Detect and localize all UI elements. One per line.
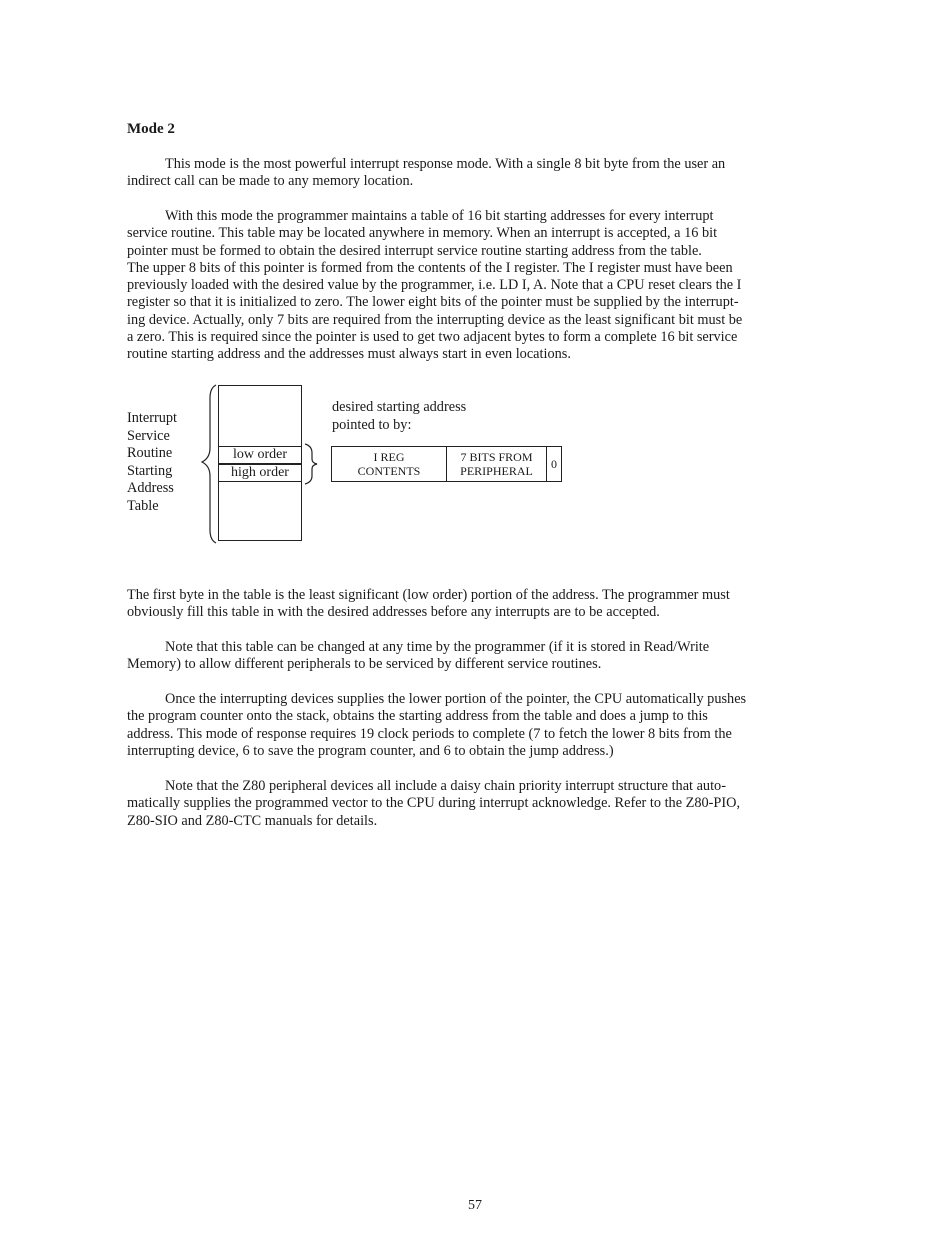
pointer-caption: [332, 399, 466, 434]
text-line: matically supplies the programmed vector to the CPU during interrupt acknowledge. Refer to the Z80-PIO,: [127, 795, 741, 812]
interrupt-table-diagram: [120, 380, 580, 555]
paragraph-response-timing: [127, 691, 817, 760]
paragraph-intro: [127, 156, 817, 191]
table-label-line: Interrupt: [127, 410, 178, 426]
text-line: Note that the Z80 peripheral devices all include a daisy chain priority interrupt structure that auto-: [165, 778, 726, 794]
low-order-cell: low order: [218, 446, 302, 464]
table-label-line: Service: [127, 427, 170, 444]
zero-bit: 0: [551, 457, 557, 471]
text-line: ing device. Actually, only 7 bits are required from the interrupting device as the least significant bit must be: [127, 311, 743, 328]
text-line: The first byte in the table is the least significant (low order) portion of the address. The programmer must: [127, 587, 730, 603]
paragraph-first-byte: [127, 587, 817, 622]
text-line: Once the interrupting devices supplies the lower portion of the pointer, the CPU automatically pushes: [165, 691, 747, 707]
text-line: Memory) to allow different peripherals to be serviced by different service routines.: [127, 656, 602, 673]
text-line: This mode is the most powerful interrupt response mode. With a single 8 bit byte from the user an: [165, 156, 726, 172]
text-line: With this mode the programmer maintains a table of 16 bit starting addresses for every interrupt: [165, 208, 714, 224]
page-number: 57: [468, 1198, 482, 1213]
text-line: address. This mode of response requires 19 clock periods to complete (7 to fetch the lower 8 bits from the: [127, 725, 732, 742]
table-left-brace: [202, 385, 216, 543]
text-line: interrupting device, 6 to save the program counter, and 6 to obtain the jump address.): [127, 742, 614, 759]
zero-bit-box: [546, 446, 562, 482]
text-line: The upper 8 bits of this pointer is formed from the contents of the I register. The I register must have been: [127, 259, 733, 276]
peripheral-line: 7 BITS FROM: [460, 450, 533, 464]
text-line: previously loaded with the desired value by the programmer, i.e. LD I, A. Note that a CPU reset clears the I: [127, 277, 742, 294]
table-label-line: Address: [127, 480, 174, 496]
entry-right-brace: [305, 444, 317, 484]
text-line: a zero. This is required since the pointer is used to get two adjacent bytes to form a complete 16 bit service: [127, 329, 738, 346]
table-label-line: Table: [127, 497, 159, 514]
text-line: register so that it is initialized to zero. The lower eight bits of the pointer must be supplied by the interrupt-: [127, 294, 739, 311]
ireg-contents-box: [331, 446, 447, 482]
paragraph-table-description: [127, 208, 817, 364]
text-line: Note that this table can be changed at any time by the programmer (if it is stored in Read/Write: [165, 639, 710, 655]
peripheral-bits-box: [446, 446, 547, 482]
paragraph-daisy-chain: [127, 778, 817, 830]
high-order-cell: high order: [218, 464, 302, 482]
ireg-line: I REG: [373, 450, 405, 464]
text-line: the program counter onto the stack, obtains the starting address from the table and does a jump to this: [127, 708, 708, 725]
text-line: routine starting address and the addresses must always start in even locations.: [127, 346, 571, 363]
text-line: indirect call can be made to any memory location.: [127, 173, 414, 190]
ireg-line: CONTENTS: [357, 464, 421, 478]
caption-line: pointed to by:: [332, 416, 412, 433]
text-line: service routine. This table may be located anywhere in memory. When an interrupt is accepted, a 16 bit: [127, 225, 718, 242]
paragraph-table-change: [127, 639, 817, 674]
table-label-line: Routine: [127, 445, 173, 461]
peripheral-line: PERIPHERAL: [460, 464, 533, 478]
text-line: Z80-SIO and Z80-CTC manuals for details.: [127, 812, 378, 829]
section-heading: Mode 2: [127, 121, 175, 137]
text-line: pointer must be formed to obtain the desired interrupt service routine starting address from the table.: [127, 242, 702, 259]
text-line: obviously fill this table in with the desired addresses before any interrupts are to be accepted.: [127, 604, 660, 621]
caption-line: desired starting address: [332, 399, 467, 415]
table-label-line: Starting: [127, 462, 173, 479]
